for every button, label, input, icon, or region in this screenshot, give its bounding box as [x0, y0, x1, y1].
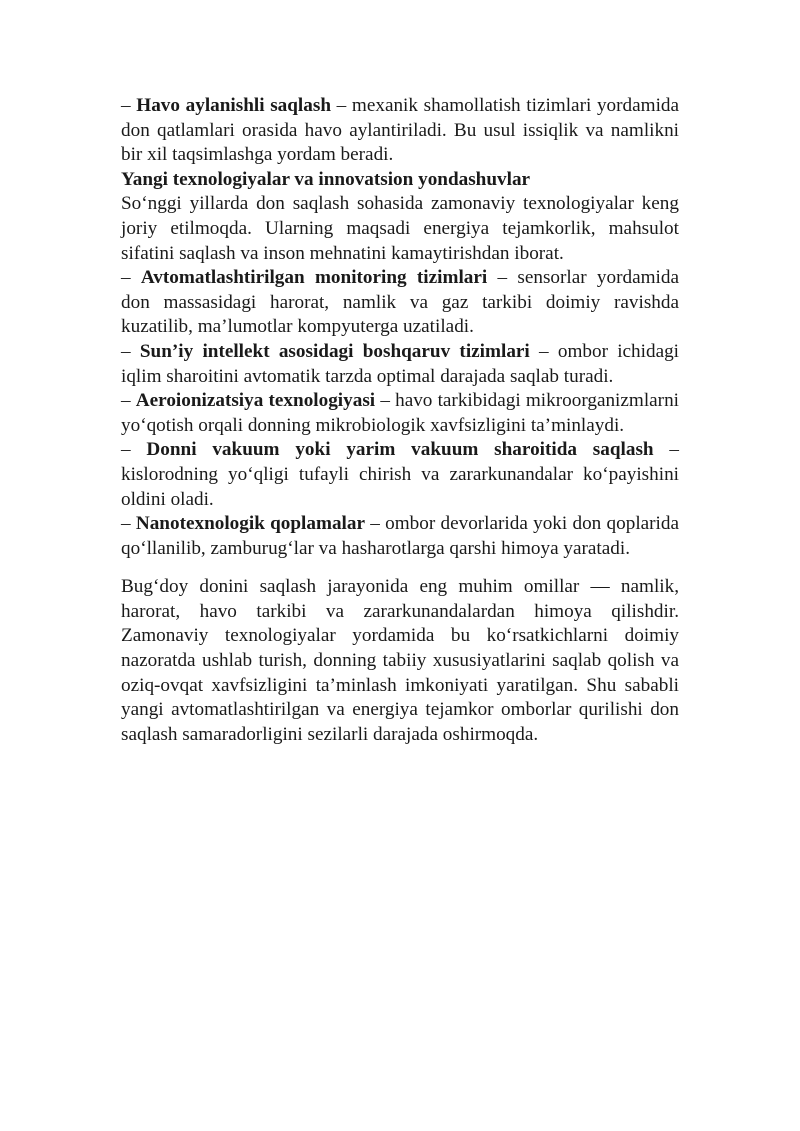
item-term: Nanotexnologik qoplamalar [135, 513, 366, 535]
item-text: – kislorodning yo‘qligi tufayli chirish va zararkunandalar ko‘payishini oldini oladi. [121, 439, 679, 510]
item-dash: – [121, 439, 147, 461]
list-item-ai-control [121, 340, 679, 389]
item-text: – havo tarkibidagi mikroorganizmlarni yo‘qotish orqali donning mikrobiologik xavfsizligini ta’minlaydi. [121, 390, 679, 436]
list-item-air-circulation [121, 94, 679, 168]
item-text: – mexanik shamollatish tizimlari yordamida don qatlamlari orasida havo aylantiriladi. Bu usul issiqlik va namlikni bir xil taqsimlashga yordam beradi. [121, 95, 680, 166]
conclusion-paragraph: Bug‘doy donini saqlash jarayonida eng muhim omillar — namlik, harorat, havo tarkibi va zararkunandalardan himoya qilishdir. Zamonaviy texnologiyalar yordamida bu ko‘rsatkichlarni doimiy nazoratda ushlab turish, donning tabiiy xususiyatlarini saqlab qolish va oziq-ovqat xavfsizligini ta’minlash imkoniyati yaratilgan. Shu sababli yangi avtomatlashtirilgan va energiya tejamkor omborlar qurilishi don saqlash samaradorligini sezilarli darajada oshirmoqda. [121, 576, 679, 745]
item-term: Havo aylanishli saqlash [136, 95, 331, 116]
list-item-vacuum-storage [121, 438, 679, 512]
item-term: Donni vakuum yoki yarim vakuum sharoitida saqlash [146, 439, 654, 461]
item-term: Sun’iy intellekt asosidagi boshqaruv tizimlari [139, 340, 530, 362]
item-dash: – [121, 513, 136, 535]
item-term: Avtomatlashtirilgan monitoring tizimlari [140, 267, 488, 289]
item-dash: – [121, 267, 141, 289]
item-dash: – [121, 390, 136, 412]
item-text: – ombor ichidagi iqlim sharoitini avtomatik tarzda optimal darajada saqlab turadi. [121, 340, 680, 387]
item-text: – ombor devorlarida yoki don qoplarida qo‘llanilib, zamburug‘lar va hasharotlarga qarshi himoya yaratadi. [121, 513, 679, 559]
item-text: – sensorlar yordamida don massasidagi harorat, namlik va gaz tarkibi doimiy ravishda kuzatilib, ma’lumotlar kompyuterga uzatiladi. [121, 267, 679, 338]
item-dash: – [121, 95, 137, 116]
document-page [121, 94, 679, 747]
list-item-nano-coatings [121, 512, 679, 561]
list-item-aeroionization [121, 389, 679, 438]
item-dash: – [121, 340, 140, 362]
section-lead: So‘nggi yillarda don saqlash sohasida zamonaviy texnologiyalar keng joriy etilmoqda. Ularning maqsadi energiya tejamkorlik, mahsulot sifatini saqlash va inson mehnatini kamaytirishdan iborat. [121, 193, 679, 264]
list-item-monitoring [121, 266, 679, 340]
item-term: Aeroionizatsiya texnologiyasi [135, 390, 376, 412]
section-heading: Yangi texnologiyalar va innovatsion yondashuvlar [121, 168, 531, 190]
